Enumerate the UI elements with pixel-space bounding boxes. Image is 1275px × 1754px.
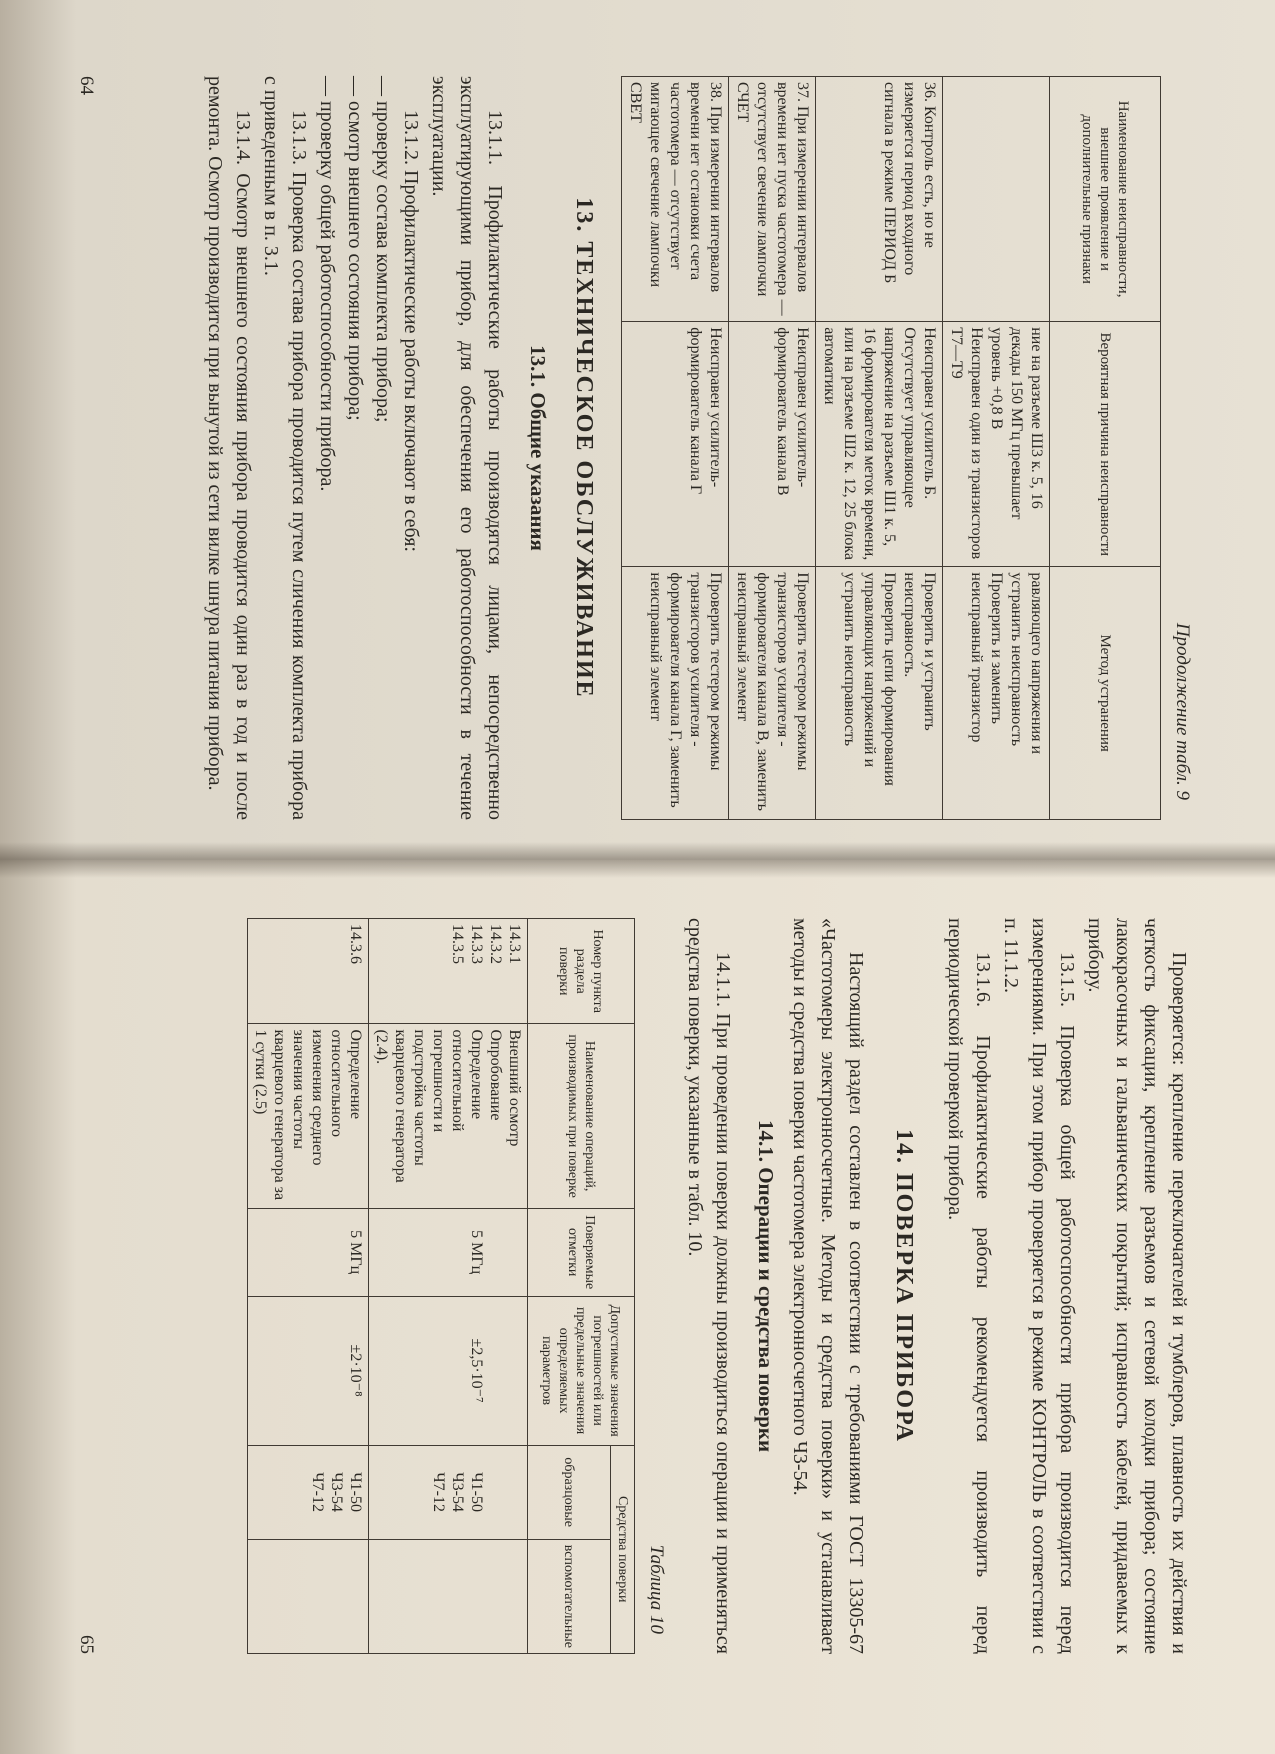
table10-body — [248, 919, 528, 1654]
list-item-check-operability: — проверку общей работоспособности прибора. — [316, 76, 338, 492]
paragraph-13-1-1: 13.1.1. Профилактические работы производятся лицами, непосредственно эксплуатирующими прибор, для обеспечения его работоспособности в течение эксплуатации. — [428, 76, 506, 820]
table10-cell-auxiliary — [248, 1539, 369, 1653]
table10-header-marks: Поверяемые отметки — [528, 1208, 635, 1296]
page-number-65: 65 — [76, 1635, 97, 1654]
paragraph-13-1-6: 13.1.6. Профилактические работы рекомендуется производить перед периодической проверкой прибора. — [944, 918, 994, 1654]
table10-header-tolerance: Допустимые значения погрешностей или предельные значения определяемых параметров — [528, 1296, 635, 1445]
table10-cell-number: 14.3.6 — [248, 919, 369, 1024]
paragraph-checked-items: Проверяется: крепление переключателей и тумблеров, плавность их действия и четкость фиксации, крепление разъемов и сетевой колодки прибора; состояние лакокрасочных и гальванических покрытий; исправность кабелей, придаваемых к прибору. — [1084, 918, 1190, 1654]
table10-cell-operation: Внешний осмотр Опробование Определение относительной погрешности и подстройка частоты кварцевого генератора (2.4). — [369, 1024, 528, 1208]
table9-cell-method: Проверить и устранить неисправность. Проверить цепи формирования управляющих напряжений и устранить неисправность — [816, 567, 943, 820]
table9-cell-symptom: 36. Контроль есть, но не измеряется период входного сигнала в режиме ПЕРИОД Б — [816, 77, 943, 322]
book-gutter-shadow — [0, 842, 1275, 878]
list-item-inspect-state: — осмотр внешнего состояния прибора; — [344, 76, 366, 421]
section14-1-title: 14.1. Операции и средства поверки — [754, 1119, 778, 1453]
table10-cell-marks: 5 МГц — [248, 1208, 369, 1296]
table-row — [943, 77, 1050, 820]
table-row — [622, 77, 729, 820]
paragraph-section14-intro: Настоящий раздел составлен в соответствии с требованиями ГОСТ 13305-67 «Частотомеры электронносчетные. Методы и средства поверки» и устанавливает методы и средства поверки частотомера электронносчетного Ч3-54. — [789, 918, 867, 1654]
table-row — [729, 77, 816, 820]
table9-cell-method: Проверить тестером режимы транзисторов усилителя - формирователя канала Г, заменить неисправный элемент — [622, 567, 729, 820]
table10-header-auxiliary: вспомогательные — [528, 1539, 611, 1653]
table9-cell-symptom: 37. При измерении интервалов времени нет пуска частотомера — отсутствует свечение лампочки СЧЕТ — [729, 77, 816, 322]
table10-cell-reference: Ч1-50 Ч3-54 Ч7-12 — [369, 1445, 528, 1539]
page-number-64: 64 — [76, 76, 97, 95]
table9-cell-cause: Неисправен усилитель-формирователь канала Г — [622, 322, 729, 567]
table9-cell-method: равляющего напряжения и устранить неисправность Проверить и заменить неисправный транзистор — [943, 567, 1050, 820]
table10-cell-tolerance: ±2,5·10⁻⁷ — [369, 1296, 528, 1445]
table-9 — [621, 76, 1161, 820]
table10-caption: Таблица 10 — [646, 1544, 667, 1634]
paragraph-13-1-4: 13.1.4. Осмотр внешнего состояния прибора проводится один раз в год и после ремонта. Осмотр производится при вынутой из сети вилке шнура питания прибора. — [204, 76, 254, 820]
table9-cell-symptom — [943, 77, 1050, 322]
table10-cell-reference: Ч1-50 Ч3-54 Ч7-12 — [248, 1445, 369, 1539]
table10-cell-number: 14.3.1 14.3.2 14.3.3 14.3.5 — [369, 919, 528, 1024]
table9-cell-symptom: 38. При измерении интервалов времени нет остановки счета частотомера — отсутствует мигающее свечение лампочки СВЕТ — [622, 77, 729, 322]
page-65 — [0, 860, 1275, 1754]
table10-header-operation: Наименование операций, производимых при поверке — [528, 1024, 635, 1208]
table10-header-number: Номер пункта раздела поверки — [528, 919, 635, 1024]
table10-cell-marks: 5 МГц — [369, 1208, 528, 1296]
table9-cell-method: Проверить тестером режимы транзисторов усилителя - формирователя канала В, заменить неисправный элемент — [729, 567, 816, 820]
table9-body — [622, 77, 1050, 820]
table10-header-reference: образцовые — [528, 1445, 611, 1539]
paragraph-14-1-1: 14.1.1. При проведении поверки должны производиться операции и применяться средства поверки, указанные в табл. 10. — [684, 918, 734, 1654]
paragraph-13-1-5: 13.1.5. Проверка общей работоспособности прибора производится перед измерениями. При этом прибор проверяется в режиме КОНТРОЛЬ в соответствии с п. 11.1.2. — [1000, 918, 1078, 1654]
table9-cell-cause: Неисправен усилитель-формирователь канала В — [729, 322, 816, 567]
section14-title: 14. ПОВЕРКА ПРИБОРА — [891, 1128, 917, 1444]
table9-header-symptom: Наименование неисправности, внешнее проявление и дополнительные признаки — [1050, 77, 1161, 322]
page-64 — [0, 0, 1275, 860]
paragraph-13-1-3: 13.1.3. Проверка состава прибора проводится путем сличения комплекта прибора с приведенным в п. 3.1. — [260, 76, 310, 820]
section13-1-title: 13.1. Общие указания — [526, 345, 550, 551]
table9-caption: Продолжение табл. 9 — [1172, 622, 1193, 800]
list-item-check-set: — проверку состава комплекта прибора; — [372, 76, 394, 423]
table-row — [248, 919, 369, 1654]
table9-cell-cause: ние на разъеме Ш3 к. 5, 16 декады 150 МГц превышает уровень +0,8 В Неисправен один из транзисторов Т7—Т9 — [943, 322, 1050, 567]
table10-cell-auxiliary — [369, 1539, 528, 1653]
table10-cell-operation: Определение относительного изменения среднего значения частоты кварцевого генератора за 1 сутки (2.5) — [248, 1024, 369, 1208]
table-row — [816, 77, 943, 820]
table9-cell-cause: Неисправен усилитель Б. Отсутствует управляющее напряжение на разъеме Ш1 к. 5, 16 формирователя меток времени, или на разъеме Ш2 к. 12, 25 блока автоматики — [816, 322, 943, 567]
table9-header-cause: Вероятная причина неисправности — [1050, 322, 1161, 567]
table-row — [369, 919, 528, 1654]
table9-header-method: Метод устранения — [1050, 567, 1161, 820]
section13-title: 13. ТЕХНИЧЕСКОЕ ОБСЛУЖИВАНИЕ — [571, 197, 597, 699]
paragraph-13-1-2: 13.1.2. Профилактические работы включают в себя: — [400, 110, 422, 552]
table-10 — [247, 918, 635, 1654]
table10-header-means: Средства поверки — [611, 1445, 635, 1653]
table10-cell-tolerance: ±2·10⁻⁸ — [248, 1296, 369, 1445]
